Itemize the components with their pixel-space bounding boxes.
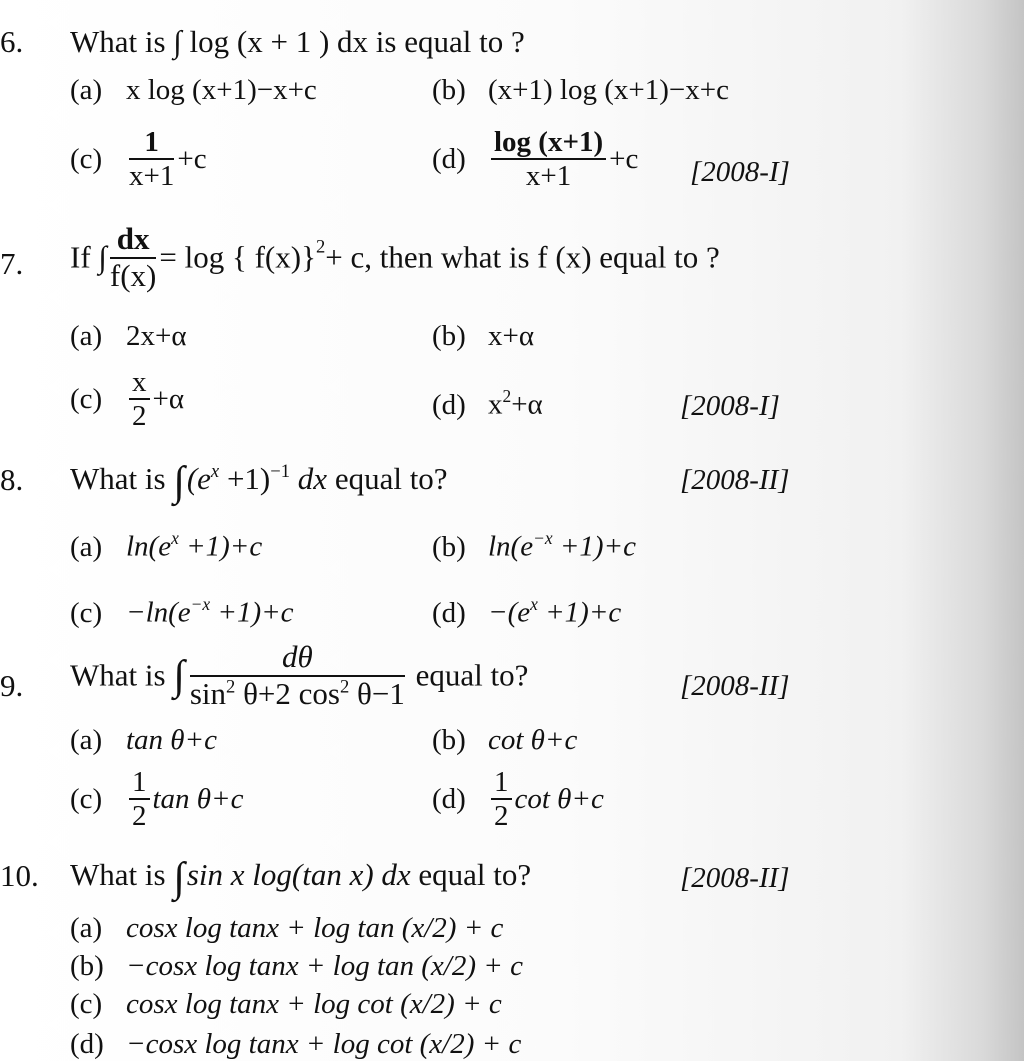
option-a: (a) cosx log tanx + log tan (x/2) + c <box>70 912 504 944</box>
question-stem: What is $\int(e^x +1)^{-1}$ dx equal to? <box>70 459 448 505</box>
question-number: 10. <box>0 858 39 893</box>
question-number: 6. <box>0 24 24 59</box>
exam-year-tag: [2008-II] <box>680 670 790 702</box>
exam-year-tag: [2008-II] <box>680 862 790 894</box>
fraction: $\frac{d\theta}{\sin^2 \theta+2 \cos^2 \theta-1}$ <box>189 639 405 711</box>
option-b: (b) x+α <box>432 320 535 352</box>
option-c: (c) $\frac{x}{2}$ +α <box>70 366 185 433</box>
option-c: (c) cosx log tanx + log cot (x/2) + c <box>70 988 502 1020</box>
question-stem: What is ∫ $\frac{d\theta}{\sin^2 \theta+2 \cos^2 \theta-1}$ equal to? <box>70 639 529 711</box>
option-d: $(d) -(e^x +1)+c$ <box>432 594 622 629</box>
exam-year-tag: [2008-I] <box>680 390 780 422</box>
question-number: 7. <box>0 246 24 281</box>
option-c: $(c) -\ln(e^{-x} +1)+c$ <box>70 594 294 629</box>
option-d: (d) $x^2+\alpha$ <box>432 386 543 421</box>
option-b: (b) $\ln(e^{-x} +1)+c$ <box>432 528 636 563</box>
option-a: (a) x log (x+1)−x+c <box>70 74 317 106</box>
option-a: (a) tan θ+c <box>70 724 217 756</box>
option-c: (c) $\frac{1}{x+1}$ +c <box>70 126 207 193</box>
option-a: (a) 2x+α <box>70 320 187 352</box>
option-b: (b) cot θ+c <box>432 724 578 756</box>
option-a: (a) $\ln(e^x +1)+c$ <box>70 528 263 563</box>
question-number: 8. <box>0 462 24 497</box>
fraction: $\frac{1}{x+1}$ <box>129 126 175 193</box>
option-b: (b) −cosx log tanx + log tan (x/2) + c <box>70 950 523 982</box>
question-stem: What is ∫sin x log(tan x) dx equal to? <box>70 855 532 901</box>
fraction: $\frac{1}{2}$ <box>491 766 512 833</box>
option-d: (d) −cosx log tanx + log cot (x/2) + c <box>70 1028 522 1060</box>
option-d: (d) $\frac{1}{2}$ cot θ+c <box>432 766 604 833</box>
exam-year-tag: [2008-II] <box>680 464 790 496</box>
option-d: (d) $\frac{\log (x+1)}{x+1}$ +c <box>432 126 639 193</box>
exam-year-tag: [2008-I] <box>690 156 790 188</box>
question-stem: What is ∫ log (x + 1 ) dx is equal to ? <box>70 24 525 59</box>
fraction: $\frac{dx}{f(x)}$ <box>109 221 157 293</box>
fraction: $\frac{1}{2}$ <box>129 766 150 833</box>
fraction: $\frac{x}{2}$ <box>129 366 150 433</box>
option-c: (c) $\frac{1}{2}$ tan θ+c <box>70 766 244 833</box>
question-number: 9. <box>0 668 24 703</box>
option-b: (b) (x+1) log (x+1)−x+c <box>432 74 729 106</box>
fraction: $\frac{\log (x+1)}{x+1}$ <box>491 126 606 193</box>
question-stem: If ∫ $\frac{dx}{f(x)}$ = log { f(x)}$^2$+ c, then what is f (x) equal to ? <box>70 221 720 293</box>
